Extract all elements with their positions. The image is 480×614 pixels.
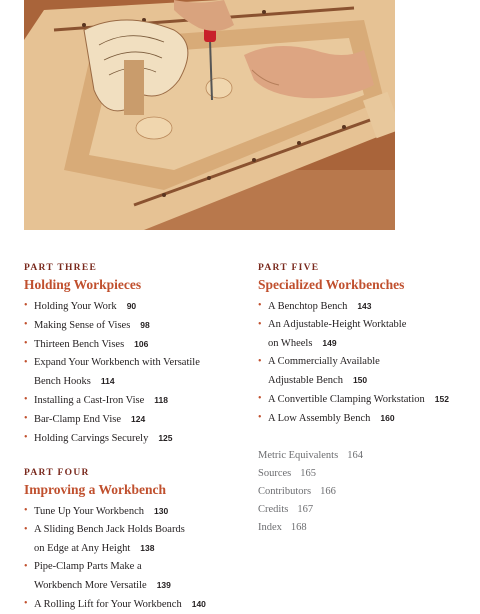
entry-title: A Benchtop Bench [268,301,348,312]
toc-entry[interactable] [24,335,239,354]
back-matter-entry[interactable] [258,465,478,483]
page-number: 114 [100,376,115,386]
back-matter-title: Metric Equivalents [258,450,339,461]
woodworking-photo [24,0,395,230]
toc-entry[interactable] [258,353,478,390]
entry-title: Thirteen Bench Vises [34,339,125,350]
page-number: 138 [140,543,155,553]
bullet-icon: • [24,598,28,609]
toc-entry[interactable] [24,316,239,335]
bullet-icon: • [258,300,262,311]
back-matter-list [258,447,478,537]
entry-title: Making Sense of Vises [34,320,131,331]
entry-title: Holding Carvings Securely [34,433,149,444]
page-number: 152 [434,394,449,404]
back-matter-title: Sources [258,468,292,479]
toc-entry[interactable] [24,558,239,595]
back-matter-title: Contributors [258,486,312,497]
entry-title: A Rolling Lift for Your Workbench [34,599,182,610]
entry-title: A Sliding Bench Jack Holds Boards [34,524,185,535]
toc-entry[interactable] [24,410,239,429]
bullet-icon: • [258,319,262,330]
back-matter-entry[interactable] [258,501,478,519]
entry-title-line-2: Bench Hooks [34,376,91,387]
page-number: 165 [300,468,316,479]
entry-list [24,502,239,614]
back-matter-entry[interactable] [258,519,478,537]
entry-title: Holding Your Work [34,301,117,312]
page-number: 106 [134,339,149,349]
page-number: 166 [320,486,336,497]
bullet-icon: • [24,357,28,368]
entry-title: A Commercially Available [268,356,380,367]
photo-illustration [24,0,395,230]
back-matter-title: Credits [258,504,289,515]
entry-list [258,297,478,428]
page-number: 130 [154,506,169,516]
bullet-icon: • [24,432,28,443]
bullet-icon: • [258,393,262,404]
page-number: 90 [126,301,137,311]
toc-right-column [258,262,478,537]
entry-title: Pipe-Clamp Parts Make a [34,561,142,572]
bullet-icon: • [258,356,262,367]
bullet-icon: • [24,505,28,516]
page-number: 139 [156,580,171,590]
bullet-icon: • [24,338,28,349]
page-number: 140 [191,599,206,609]
page-number: 98 [140,320,150,330]
bullet-icon: • [24,524,28,535]
toc-entry[interactable] [258,409,478,428]
entry-title: Tune Up Your Workbench [34,506,144,517]
page-number: 164 [347,450,363,461]
page-number: 160 [380,413,395,423]
back-matter-entry[interactable] [258,447,478,465]
part-title: Specialized Workbenches [258,277,405,292]
toc-entry[interactable] [24,354,239,391]
entry-list [24,297,239,448]
part-label: PART FIVE [258,263,320,273]
page-number: 118 [154,395,168,405]
page-number: 125 [158,433,173,443]
page-number: 124 [131,414,146,424]
entry-title: An Adjustable-Height Worktable [268,319,407,330]
back-matter-title: Index [258,522,282,533]
bullet-icon: • [24,319,28,330]
page-number: 167 [297,504,314,515]
back-matter-entry[interactable] [258,483,478,501]
toc-entry[interactable] [24,297,239,316]
entry-title-line-2: Adjustable Bench [268,375,343,386]
toc-entry[interactable] [24,521,239,558]
toc-entry[interactable] [24,391,239,410]
entry-title: Bar-Clamp End Vise [34,414,122,425]
toc-entry[interactable] [24,502,239,521]
page-number: 143 [357,301,372,311]
entry-title: A Convertible Clamping Workstation [268,394,425,405]
bullet-icon: • [258,412,262,423]
toc-entry[interactable] [24,429,239,448]
page-number: 150 [352,375,368,385]
toc-left-column [24,262,239,614]
entry-title-line-2: Workbench More Versatile [34,580,147,591]
entry-title: Installing a Cast-Iron Vise [34,395,145,406]
part-five-section [258,262,478,428]
entry-title: A Low Assembly Bench [268,413,371,424]
entry-title-line-2: on Wheels [268,338,313,349]
part-label: PART THREE [24,263,98,273]
page-number: 168 [290,522,307,533]
toc-entry[interactable] [258,316,478,353]
part-three-section [24,262,239,448]
page-number: 149 [322,338,337,348]
part-title: Improving a Workbench [24,482,167,497]
toc-entry[interactable] [258,390,478,409]
toc-entry[interactable] [258,297,478,316]
part-four-section [24,467,239,614]
part-label: PART FOUR [24,468,90,478]
bullet-icon: • [24,561,28,572]
part-title: Holding Workpieces [24,277,142,292]
bullet-icon: • [24,413,28,424]
entry-title: Expand Your Workbench with Versatile [34,357,200,368]
bullet-icon: • [24,394,28,405]
entry-title-line-2: on Edge at Any Height [34,543,131,554]
bullet-icon: • [24,300,28,311]
